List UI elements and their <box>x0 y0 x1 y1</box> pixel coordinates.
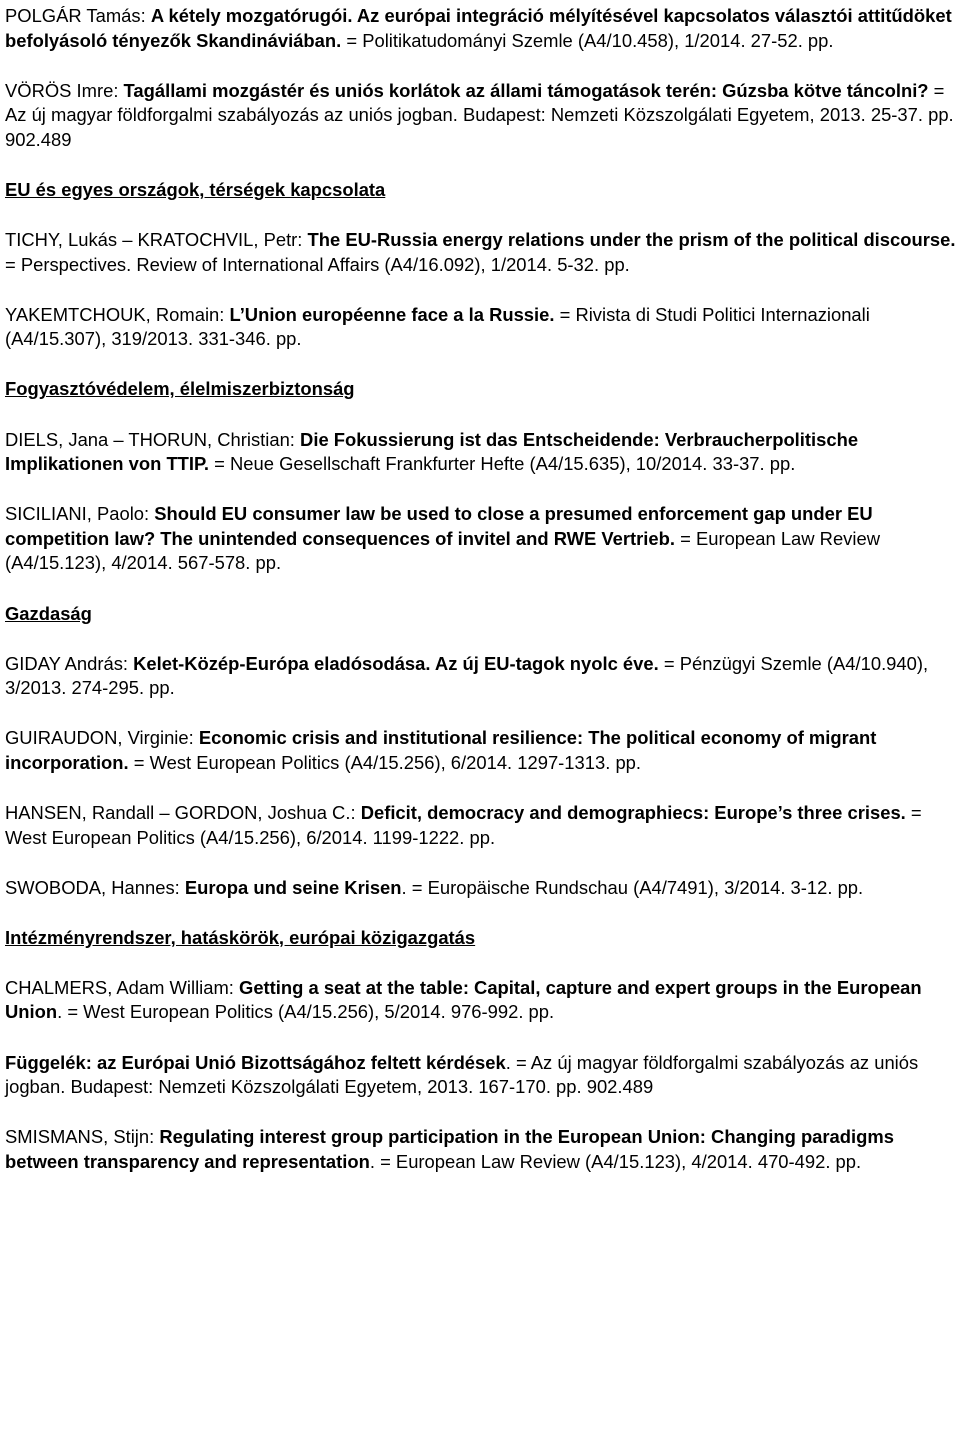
entry-source: = Az új magyar földforgalmi szabályozás az uniós jogban. Budapest: Nemzeti Közszolgálati Egyetem, 2013. 25-37. pp. 902.489 <box>5 79 954 150</box>
bibliography-entry <box>5 228 957 277</box>
bibliography-entry <box>5 1125 957 1174</box>
entry-source: . = Az új magyar földforgalmi szabályozás az uniós jogban. Budapest: Nemzeti Közszolgálati Egyetem, 2013. 167-170. pp. 902.489 <box>5 1051 919 1098</box>
entry-author: SICILIANI, Paolo: <box>5 503 155 525</box>
entry-source: . = European Law Review (A4/15.123), 4/2014. 470-492. pp. <box>369 1150 862 1172</box>
entry-author: DIELS, Jana – THORUN, Christian: <box>5 428 301 450</box>
entry-source: . = Europäische Rundschau (A4/7491), 3/2014. 3-12. pp. <box>401 876 864 898</box>
entry-title: Kelet-Közép-Európa eladósodása. Az új EU-tagok nyolc éve. <box>133 652 659 674</box>
entry-source: = West European Politics (A4/15.256), 6/2014. 1297-1313. pp. <box>128 751 642 773</box>
entry-title: Getting a seat at the table: Capital, capture and expert groups in the European Union <box>5 976 922 1023</box>
entry-title: Europa und seine Krisen <box>184 876 402 898</box>
entry-source: . = West European Politics (A4/15.256), 5/2014. 976-992. pp. <box>57 1001 555 1023</box>
entry-author: SWOBODA, Hannes: <box>5 876 185 898</box>
entry-title: Deficit, democracy and demographiecs: Europe’s three crises. <box>360 801 906 823</box>
bibliography-entry <box>5 428 957 477</box>
section-heading: Gazdaság <box>5 602 92 624</box>
bibliography-entry <box>5 976 957 1025</box>
bibliography-entry <box>5 726 957 775</box>
entry-author: GUIRAUDON, Virginie: <box>5 727 199 749</box>
bibliography-entry <box>5 801 957 850</box>
bibliography-entry <box>5 876 957 901</box>
entry-title: L’Union européenne face a la Russie. <box>229 303 555 325</box>
section-heading: Fogyasztóvédelem, élelmiszerbiztonság <box>5 378 355 400</box>
entry-author: POLGÁR Tamás: <box>5 5 151 26</box>
entry-source: = Rivista di Studi Politici Internazionali (A4/15.307), 319/2013. 331-346. pp. <box>5 303 870 350</box>
bibliography-entry <box>5 4 957 53</box>
bibliography-entry <box>5 502 957 576</box>
entry-author: GIDAY András: <box>5 652 134 674</box>
entry-source: = Politikatudományi Szemle (A4/10.458), 1/2014. 27-52. pp. <box>341 29 834 51</box>
entry-source: = Neue Gesellschaft Frankfurter Hefte (A4/15.635), 10/2014. 33-37. pp. <box>209 453 796 475</box>
entry-source: = European Law Review (A4/15.123), 4/2014. 567-578. pp. <box>5 527 880 574</box>
entry-title: Economic crisis and institutional resilience: The political economy of migrant incorporation. <box>5 727 877 773</box>
entry-author: SMISMANS, Stijn: <box>5 1126 160 1148</box>
entry-title: Die Fokussierung ist das Entscheidende: Verbraucherpolitische Implikationen von TTIP. <box>5 428 859 475</box>
bibliography-entry <box>5 79 957 153</box>
entry-source: = Perspectives. Review of International Affairs (A4/16.092), 1/2014. 5-32. pp. <box>5 253 630 275</box>
entry-title: Regulating interest group participation in the European Union: Changing paradigms between transparency and representation <box>5 1126 894 1172</box>
bibliography-entry <box>5 303 957 352</box>
entry-author: CHALMERS, Adam William: <box>5 976 240 998</box>
section-heading: EU és egyes országok, térségek kapcsolata <box>5 178 386 200</box>
bibliography-document <box>5 4 957 1200</box>
entry-title: A kétely mozgatórugói. Az európai integráció mélyítésével kapcsolatos választói attitűdöket befolyásoló tényezők Skandináviában. <box>5 5 952 51</box>
entry-title: Függelék: az Európai Unió Bizottságához feltett kérdések <box>5 1051 506 1073</box>
entry-source: = Pénzügyi Szemle (A4/10.940), 3/2013. 274-295. pp. <box>5 652 929 699</box>
entry-title: The EU-Russia energy relations under the prism of the political discourse. <box>307 229 956 251</box>
entry-author: VÖRÖS Imre: <box>5 79 124 101</box>
bibliography-entry <box>5 1051 957 1100</box>
entry-author: HANSEN, Randall – GORDON, Joshua C.: <box>5 801 361 823</box>
entry-author: YAKEMTCHOUK, Romain: <box>5 303 230 325</box>
entry-source: = West European Politics (A4/15.256), 6/2014. 1199-1222. pp. <box>5 801 922 848</box>
entry-title: Tagállami mozgástér és uniós korlátok az állami támogatások terén: Gúzsba kötve táncolni? <box>123 79 929 101</box>
entry-title: Should EU consumer law be used to close a presumed enforcement gap under EU competition law? The unintended consequences of invitel and RWE Vertrieb. <box>5 503 873 549</box>
bibliography-entry <box>5 652 957 701</box>
entry-author: TICHY, Lukás – KRATOCHVIL, Petr: <box>5 229 308 251</box>
section-heading: Intézményrendszer, hatáskörök, európai közigazgatás <box>5 926 476 948</box>
